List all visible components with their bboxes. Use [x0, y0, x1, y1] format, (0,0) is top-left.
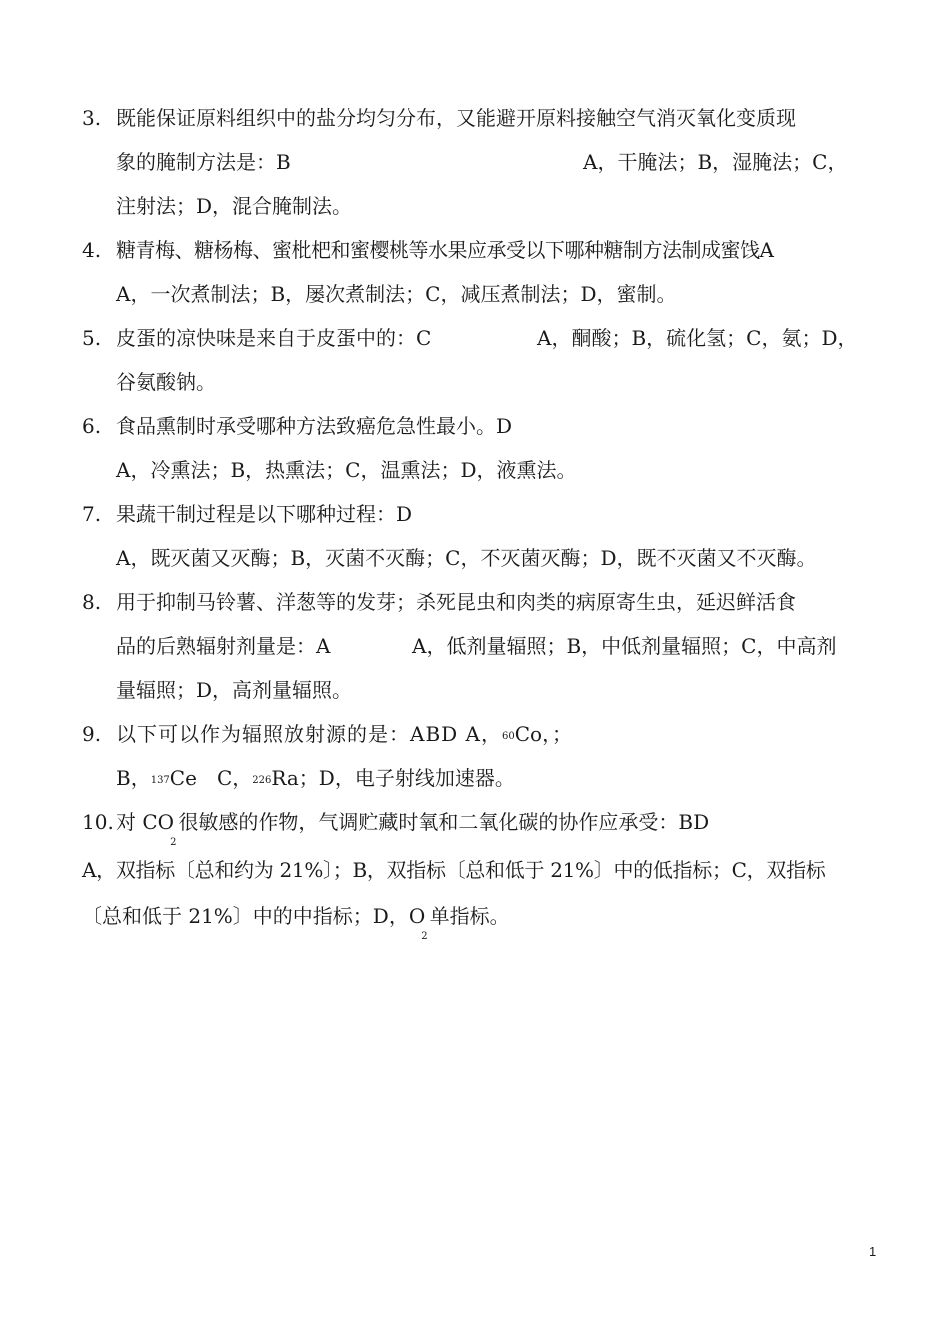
answer-options: A，一次煮制法；B，屡次煮制法；C，减压煮制法；D，蜜制。 [116, 282, 677, 306]
isotope-mass-number: 226 [252, 775, 272, 786]
question-text [116, 808, 710, 848]
isotope-mass-number: 137 [150, 775, 170, 786]
answer-options: 量辐照；D，高剂量辐照。 [116, 678, 353, 702]
question-number: 6. [82, 414, 102, 438]
question-number: 4. [82, 238, 102, 262]
isotope-mass-number: 60 [501, 731, 515, 742]
option-c-d: Ra；D，电子射线加速器。 [271, 766, 515, 790]
question-text: 糖青梅、糖杨梅、蜜枇杷和蜜樱桃等水果应承受以下哪种糖制方法制成蜜饯A [116, 238, 774, 262]
answer-options: A，冷熏法；B，热熏法；C，温熏法；D，液熏法。 [116, 458, 577, 482]
answer-options: A，干腌法；B，湿腌法；C， [583, 150, 848, 174]
subscript: 2 [421, 931, 428, 942]
question-number: 7. [82, 502, 102, 526]
answer-text-part: 〔总和低于 21%〕中的中指标；D，O [82, 904, 426, 928]
answer-options: A，低剂量辐照；B，中低剂量辐照；C，中高剂 [412, 634, 837, 658]
answer-options [82, 902, 510, 942]
question-number: 9. [82, 722, 102, 746]
answer-options: A，既灭菌又灭酶；B，灭菌不灭酶；C，不灭菌灭酶；D，既不灭菌又不灭酶。 [116, 546, 817, 570]
question-text-part: 对 CO [116, 810, 175, 834]
option-b-element: Ce [169, 766, 197, 790]
page-number: 1 [869, 1244, 877, 1259]
question-text: 象的腌制方法是：B [116, 150, 291, 174]
question-text-part: 以下可以作为辐照放射源的是：ABD A， [116, 722, 502, 746]
subscript: 2 [170, 837, 177, 848]
question-text: 品的后熟辐射剂量是：A [116, 634, 331, 658]
question-text: 果蔬干制过程是以下哪种过程：D [116, 502, 413, 526]
answer-text-part: 单指标。 [429, 904, 510, 928]
answer-options: A，酮酸；B，硫化氢；C，氨；D， [537, 326, 858, 350]
option-c: C， [216, 766, 253, 790]
option-b: B， [116, 766, 151, 790]
question-number: 5. [82, 326, 102, 350]
question-text [116, 720, 572, 753]
question-text: 食品熏制时承受哪种方法致癌危急性最小。D [116, 414, 513, 438]
answer-options: A，双指标〔总和约为 21%〕；B，双指标〔总和低于 21%〕中的低指标；C，双指标 [82, 858, 826, 882]
question-text: 用于抑制马铃薯、洋葱等的发芽；杀死昆虫和肉类的病原寄生虫，延迟鲜活食 [116, 590, 796, 614]
question-text: 既能保证原料组织中的盐分均匀分布，又能避开原料接触空气消灭氧化变质现 [116, 106, 796, 130]
question-number: 10. [82, 810, 114, 834]
answer-options: 谷氨酸钠。 [116, 370, 216, 394]
question-text: 皮蛋的凉快味是来自于皮蛋中的：C [116, 326, 432, 350]
answer-options [116, 764, 515, 797]
question-number: 8. [82, 590, 102, 614]
question-number: 3. [82, 106, 102, 130]
question-text-part: Co，； [514, 722, 573, 746]
answer-options: 注射法；D，混合腌制法。 [116, 194, 353, 218]
question-text-part: 很敏感的作物，气调贮藏时氧和二氧化碳的协作应承受：BD [178, 810, 710, 834]
